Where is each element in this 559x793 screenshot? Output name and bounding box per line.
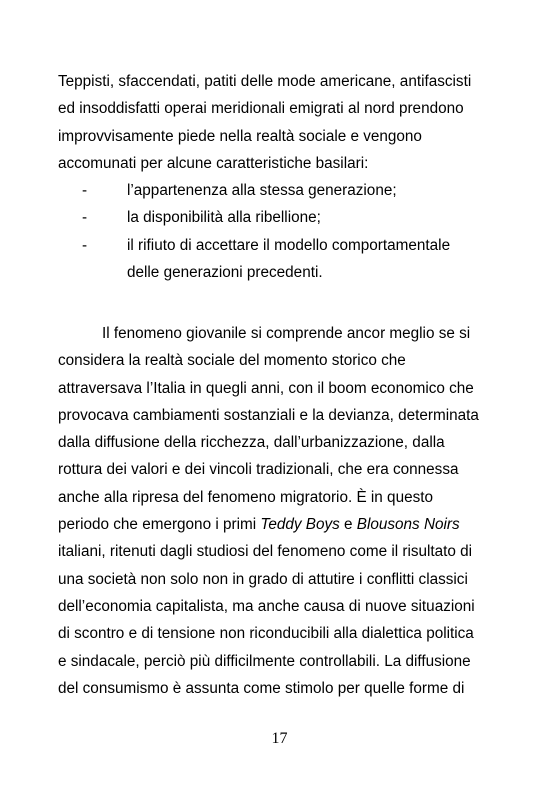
list-item — [58, 232, 503, 259]
list-item-text: l’appartenenza alla stessa generazione; — [127, 182, 397, 199]
text-line: una società non solo non in grado di attutire i conflitti classici — [58, 570, 468, 588]
list-item-text: la disponibilità alla ribellione; — [127, 209, 321, 227]
page-number: 17 — [271, 730, 288, 747]
text-line: Teppisti, sfaccendati, patiti delle mode americane, antifascisti — [58, 73, 472, 90]
text-line: accomunati per alcune caratteristiche basilari: — [58, 154, 369, 172]
paragraph-intro — [58, 68, 503, 177]
text-line: Il fenomeno giovanile si comprende ancor meglio se si — [102, 325, 471, 342]
italic-term-blousons-noirs: Blousons Noirs — [356, 516, 460, 534]
list-item-text: il rifiuto di accettare il modello comportamentale — [127, 236, 451, 254]
italic-term-teddy-boys: Teddy Boys — [260, 516, 340, 534]
list-item-text: delle generazioni precedenti. — [127, 263, 323, 281]
text-line: del consumismo è assunta come stimolo per quelle forme di — [58, 679, 465, 697]
text-line: anche alla ripresa del fenomeno migratorio. È in questo — [58, 488, 433, 506]
list-bullet: - — [82, 182, 88, 199]
list-item — [58, 177, 503, 204]
text-line-with-italics — [58, 511, 503, 538]
text-line: dell’economia capitalista, ma anche causa di nuove situazioni — [58, 597, 475, 615]
text-line: improvvisamente piede nella realtà sociale e vengono — [58, 127, 422, 145]
list-bullet: - — [82, 236, 88, 254]
text-line: e sindacale, perciò più difficilmente controllabili. La diffusione — [58, 652, 471, 670]
text-line: italiani, ritenuti dagli studiosi del fenomeno come il risultato di — [58, 543, 473, 561]
text-line: dalla diffusione della ricchezza, dall’urbanizzazione, dalla — [58, 434, 445, 452]
text-line: ed insoddisfatti operai meridionali emigrati al nord prendono — [58, 100, 464, 118]
characteristics-list — [58, 177, 503, 286]
list-item — [58, 204, 503, 231]
text-run: e — [339, 516, 357, 534]
text-run: periodo che emergono i primi — [58, 516, 261, 534]
list-bullet: - — [82, 209, 88, 227]
text-line: provocava cambiamenti sostanziali e la devianza, determinata — [58, 406, 479, 424]
text-line: attraversava l’Italia in quegli anni, con il boom economico che — [58, 379, 474, 397]
text-line: di scontro e di tensione non riconducibili alla dialettica politica — [58, 625, 474, 643]
text-line: considera la realtà sociale del momento storico che — [58, 352, 406, 370]
list-item-continuation — [58, 259, 503, 286]
paragraph-youth-phenomenon — [58, 320, 503, 702]
text-line: rottura dei valori e dei vincoli tradizionali, che era connessa — [58, 461, 459, 479]
